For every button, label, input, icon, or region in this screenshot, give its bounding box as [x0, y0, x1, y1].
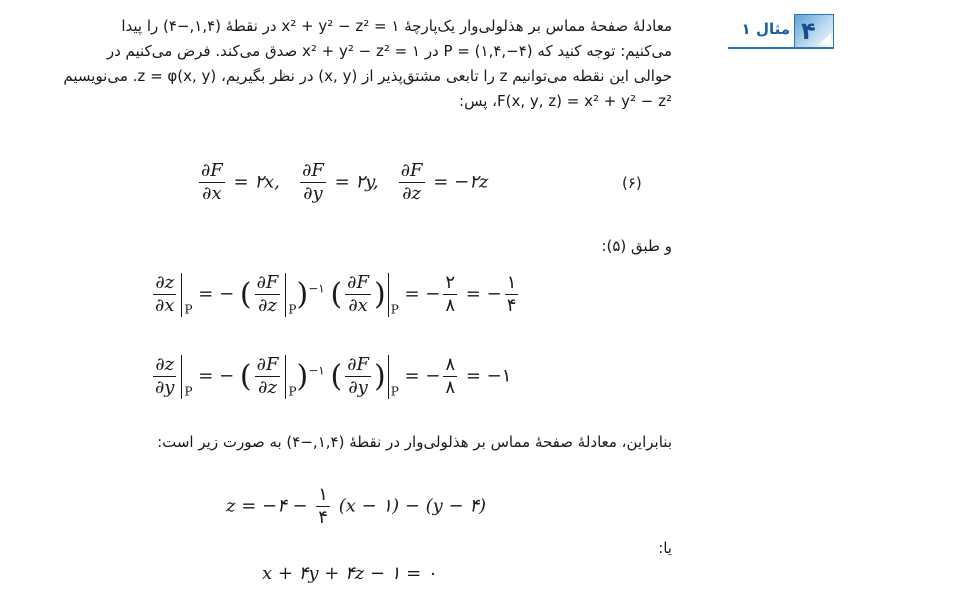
intro-line-4: F(x, y, z) = x² + y² − z²، پس: — [459, 92, 672, 110]
corner-triangle-icon — [819, 33, 831, 45]
by-eq5-text: و طبق (۵): — [601, 237, 672, 255]
example-number-box — [794, 14, 834, 48]
tangent-plane-equation: z = −۴ − $\frac{۱}{۴}$ (x − ۱) − (y − ۴) — [226, 484, 487, 528]
tangent-plane-simplified: x + ۴y + ۴z − ۱ = ۰ — [262, 563, 437, 584]
example-label: ۱ مثال — [741, 20, 790, 38]
intro-line-2: می‌کنیم: توجه کنید که P = (۱,۴,−۴) در x² + y² − z² = ۱ صدق می‌کند. فرض می‌کنیم در — [106, 42, 672, 60]
equation-dz-dx: $\frac{\partial z}{\partial x}$ $_P$ = − ( $\frac{\partial F}{\partial z}$ $_P$)$^{-۱}$ ( $\frac{\partial F}{\partial x}$ ) $_P$ = − $\frac{۲}{۸}$ = − $\frac{۱}{۴}$ — [155, 272, 517, 317]
equation-dz-dy: $\frac{\partial z}{\partial y}$ $_P$ = − ( $\frac{\partial F}{\partial z}$ $_P$)$^{-۱}$ ( $\frac{\partial F}{\partial y}$ ) $_P$ = − $\frac{۸}{۸}$ = −۱ — [155, 354, 512, 399]
conclusion-text: بنابراین، معادلهٔ صفحهٔ مماس بر هذلولی‌وار در نقطهٔ (۱,۴,−۴) به صورت زیر است: — [157, 433, 672, 451]
intro-line-1: معادلهٔ صفحهٔ مماس بر هذلولی‌وار یک‌پارچهٔ ۱ = x² + y² − z² در نقطهٔ (۱,۴,−۴) را پیدا — [121, 17, 672, 35]
or-text: یا: — [658, 539, 672, 557]
example-header — [708, 14, 834, 48]
equation-6-number: (۶) — [622, 174, 642, 192]
intro-line-3: حوالی این نقطه می‌توانیم z را تابعی مشتق‌پذیر از (x, y) در نظر بگیریم، z = φ(x, y). می‌نویسیم — [63, 67, 672, 85]
intro-paragraph — [12, 14, 672, 114]
example-number: ۴ — [801, 17, 816, 45]
equation-6: $\frac{\partial F}{\partial x}$ = ۲x, $\frac{\partial F}{\partial y}$ = ۲y, $\frac{\partial F}{\partial z}$ = −۲z — [201, 160, 489, 204]
